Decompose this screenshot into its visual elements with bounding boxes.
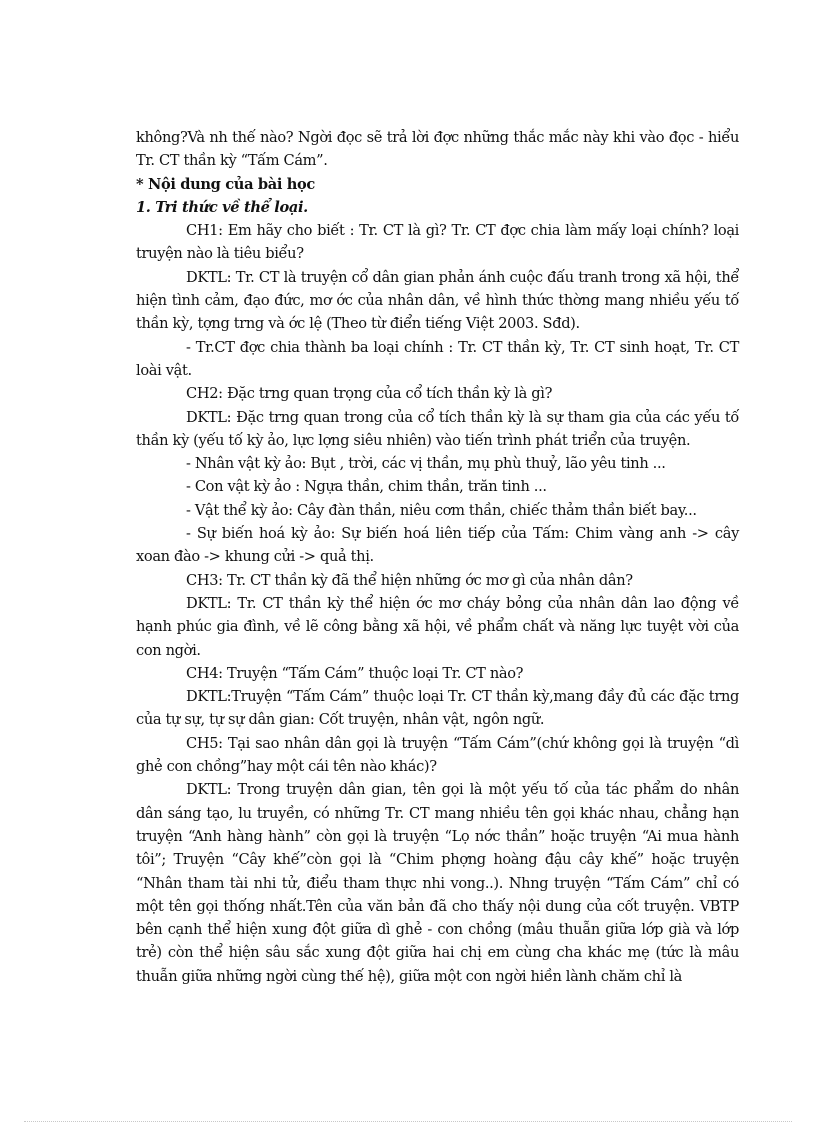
document-body	[136, 126, 739, 988]
question-ch5: CH5: Tại sao nhân dân gọi là truyện “Tấm Cám”(chứ không gọi là truyện “dì ghẻ con chồng”hay một cái tên nào khác)?	[136, 734, 739, 776]
page-bottom-divider	[24, 1121, 792, 1122]
list-item: - Vật thể kỳ ảo: Cây đàn thần, niêu cơm thần, chiếc thảm thần biết bay...	[186, 501, 697, 519]
list-item: - Sự biến hoá kỳ ảo: Sự biến hoá liên tiếp của Tấm: Chim vàng anh -> cây xoan đào -> khung cửi -> quả thị.	[136, 525, 739, 566]
question-ch1: CH1: Em hãy cho biết : Tr. CT là gì? Tr. CT đợc chia làm mấy loại chính? loại truyện nào là tiêu biểu?	[136, 222, 739, 263]
answer-ch4: DKTL:Truyện “Tấm Cám” thuộc loại Tr. CT thần kỳ,mang đầy đủ các đặc trng của tự sự, tự sự dân gian: Cốt truyện, nhân vật, ngôn ngữ.	[136, 688, 739, 729]
answer-ch5: DKTL: Trong truyện dân gian, tên gọi là một yếu tố của tác phẩm do nhân dân sáng tạo, lu truyền, có những Tr. CT mang nhiều tên gọi khác nhau, chẳng hạn truyện “Anh hàng hành” còn gọi là truyện “Lọ nớc thần” hoặc truyện “Ai mua hành tôi”; Truyện “Cây khế”còn gọi là “Chim phợng hoàng đậu cây khế” hoặc truyện “Nhân tham tài nhi tử, điểu tham thực nhi vong..). Nhng truyện “Tấm Cám” chỉ có một tên gọi thống nhất.Tên của văn bản đã cho thấy nội dung của cốt truyện. VBTP bên cạnh thể hiện xung đột giữa dì ghẻ - con chồng (mâu thuẫn giữa lớp già và lớp trẻ) còn thể hiện sâu sắc xung đột giữa hai chị em cùng cha khác mẹ (tức là mâu thuẫn giữa những ngời cùng thế hệ), giữa một con ngời hiền lành chăm chỉ là	[136, 781, 739, 985]
answer-ch2: DKTL: Đặc trng quan trong của cổ tích thần kỳ là sự tham gia của các yếu tố thần kỳ (yếu tố kỳ ảo, lực lợng siêu nhiên) vào tiến trình phát triển của truyện.	[136, 408, 739, 449]
answer-ch3: DKTL: Tr. CT thần kỳ thể hiện ớc mơ cháy bỏng của nhân dân lao động về hạnh phúc gia đình, về lẽ công bằng xã hội, về phẩm chất và năng lực tuyệt vời của con ngời.	[136, 594, 739, 659]
section-heading: * Nội dung của bài học	[136, 175, 315, 193]
answer-ch1-list: - Tr.CT đợc chia thành ba loại chính : Tr. CT thần kỳ, Tr. CT sinh hoạt, Tr. CT loài vật.	[136, 338, 739, 379]
question-ch4: CH4: Truyện “Tấm Cám” thuộc loại Tr. CT nào?	[186, 664, 524, 682]
list-item: - Con vật kỳ ảo : Ngựa thần, chim thần, trăn tinh ...	[186, 478, 547, 496]
paragraph-intro: không?Và nh thế nào? Ngời đọc sẽ trả lời đợc những thắc mắc này khi vào đọc - hiểu Tr. CT thần kỳ “Tấm Cám”.	[136, 129, 739, 170]
subsection-heading: 1. Tri thức về thể loại.	[136, 198, 308, 216]
question-ch3: CH3: Tr. CT thần kỳ đã thể hiện những ớc mơ gì của nhân dân?	[186, 571, 633, 589]
answer-ch1: DKTL: Tr. CT là truyện cổ dân gian phản ánh cuộc đấu tranh trong xã hội, thể hiện tình cảm, đạo đức, mơ ớc của nhân dân, về hình thức thờng mang nhiều yếu tố thần kỳ, tợng trng và ớc lệ (Theo từ điển tiếng Việt 2003. Sđd).	[136, 268, 739, 333]
list-item: - Nhân vật kỳ ảo: Bụt , trời, các vị thần, mụ phù thuỷ, lão yêu tinh ...	[186, 455, 666, 473]
question-ch2: CH2: Đặc trng quan trọng của cổ tích thần kỳ là gì?	[186, 385, 553, 403]
